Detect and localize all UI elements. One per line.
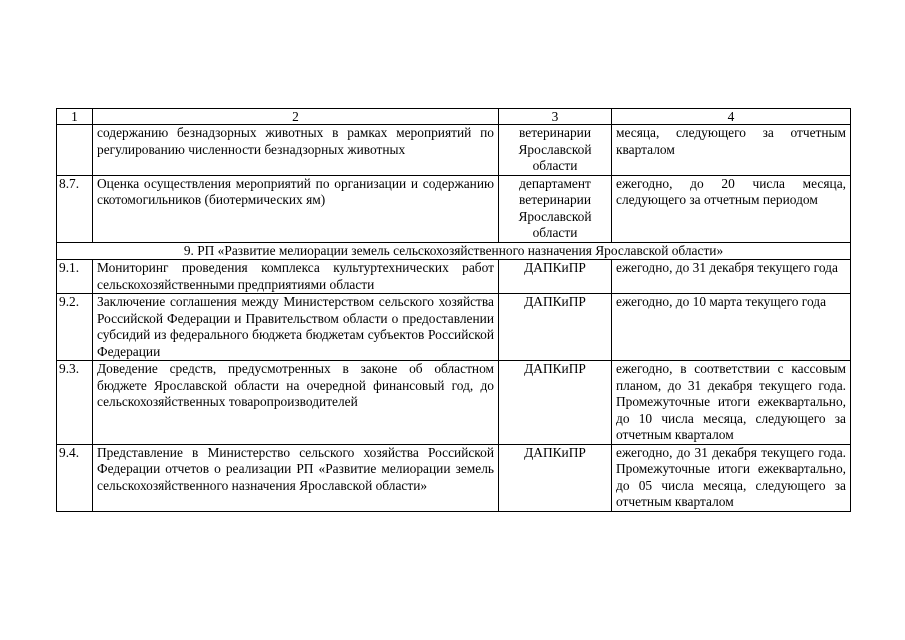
- row-deadline: ежегодно, до 10 марта текущего года: [612, 294, 851, 361]
- row-responsible: ДАПКиПР: [499, 260, 612, 294]
- section-header-row: [57, 242, 851, 260]
- row-description: Доведение средств, предусмотренных в законе об областном бюджете Ярославской области на очередной финансовый год, до сельскохозяйственных товаропроизводителей: [93, 361, 499, 445]
- header-col-4: 4: [612, 109, 851, 125]
- row-number: 9.2.: [57, 294, 93, 361]
- header-col-3: 3: [499, 109, 612, 125]
- table-row: [57, 361, 851, 445]
- table-row: [57, 444, 851, 511]
- row-description: Мониторинг проведения комплекса культуртехнических работ сельскохозяйственными предприятиями области: [93, 260, 499, 294]
- row-number: 9.3.: [57, 361, 93, 445]
- table-row: [57, 260, 851, 294]
- row-responsible: департамент ветеринарии Ярославской области: [499, 175, 612, 242]
- header-col-2: 2: [93, 109, 499, 125]
- table-row: [57, 125, 851, 176]
- row-description: содержанию безнадзорных животных в рамках мероприятий по регулированию численности безнадзорных животных: [93, 125, 499, 176]
- row-deadline: ежегодно, до 31 декабря текущего года: [612, 260, 851, 294]
- section-title: 9. РП «Развитие мелиорации земель сельскохозяйственного назначения Ярославской области»: [57, 242, 851, 260]
- row-deadline: месяца, следующего за отчетным кварталом: [612, 125, 851, 176]
- row-description: Заключение соглашения между Министерством сельского хозяйства Российской Федерации и Правительством области о предоставлении субсидий из федерального бюджета бюджетам субъектов Российской Федерации: [93, 294, 499, 361]
- table-header-row: [57, 109, 851, 125]
- row-description: Оценка осуществления мероприятий по организации и содержанию скотомогильников (биотермических ям): [93, 175, 499, 242]
- row-deadline: ежегодно, в соответствии с кассовым планом, до 31 декабря текущего года. Промежуточные итоги ежеквартально, до 10 числа месяца, следующего за отчетным кварталом: [612, 361, 851, 445]
- row-deadline: ежегодно, до 31 декабря текущего года. Промежуточные итоги ежеквартально, до 05 числа месяца, следующего за отчетным кварталом: [612, 444, 851, 511]
- row-responsible: ДАПКиПР: [499, 444, 612, 511]
- document-table: [56, 108, 851, 512]
- table-row: [57, 294, 851, 361]
- row-description: Представление в Министерство сельского хозяйства Российской Федерации отчетов о реализации РП «Развитие мелиорации земель сельскохозяйственного назначения Ярославской области»: [93, 444, 499, 511]
- header-col-1: 1: [57, 109, 93, 125]
- row-responsible: ветеринарии Ярославской области: [499, 125, 612, 176]
- row-number: 9.1.: [57, 260, 93, 294]
- table-row: [57, 175, 851, 242]
- row-number: 9.4.: [57, 444, 93, 511]
- row-number: 8.7.: [57, 175, 93, 242]
- row-deadline: ежегодно, до 20 числа месяца, следующего за отчетным периодом: [612, 175, 851, 242]
- row-responsible: ДАПКиПР: [499, 361, 612, 445]
- row-number: [57, 125, 93, 176]
- row-responsible: ДАПКиПР: [499, 294, 612, 361]
